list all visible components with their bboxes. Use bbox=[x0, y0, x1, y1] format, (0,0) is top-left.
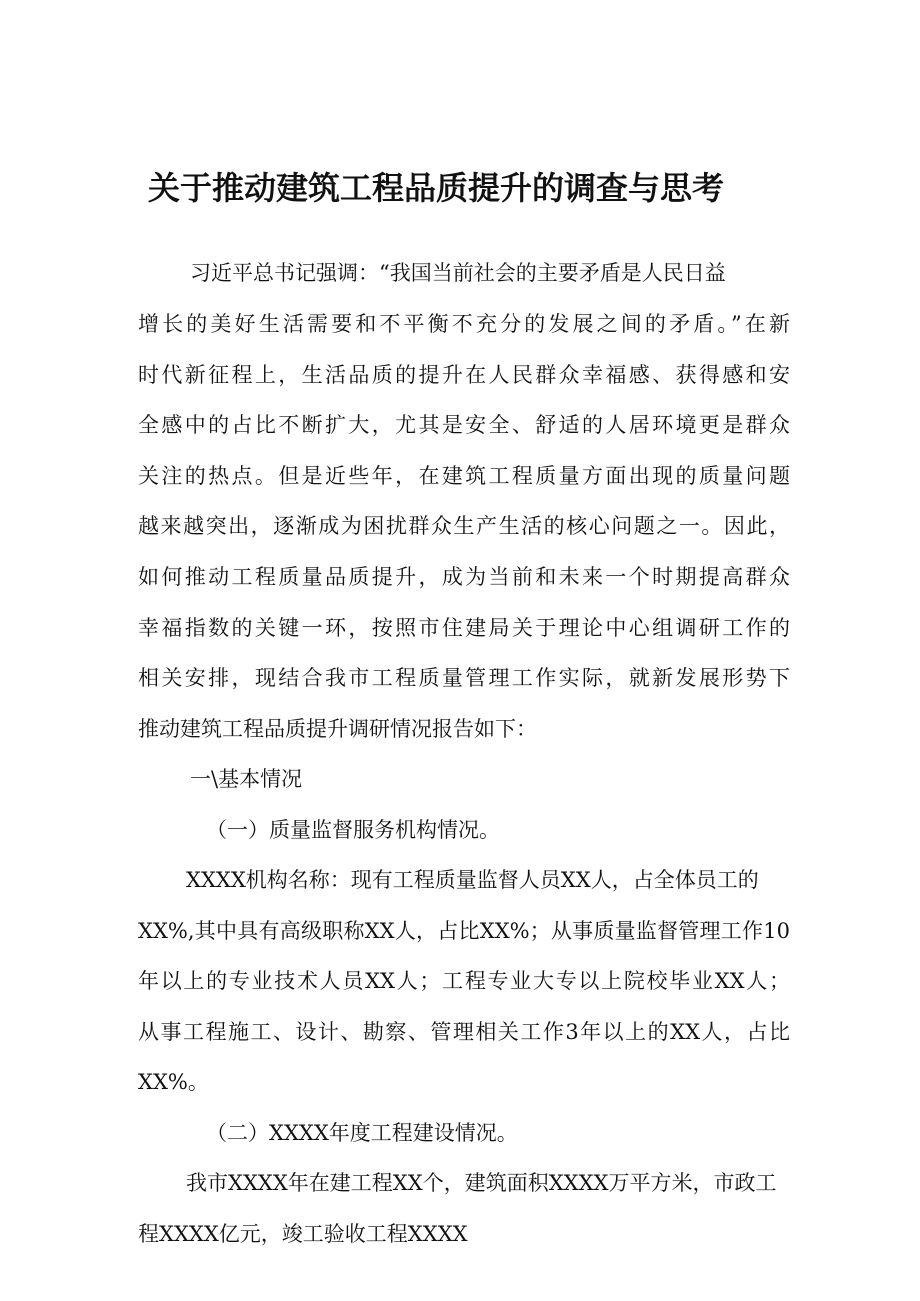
intro-line-6: 越来越突出，逐渐成为困扰群众生产生活的核心问题之一。因此， bbox=[138, 514, 790, 538]
subsection-1-line-2: XX%,其中具有高级职称XX人，占比XX%；从事质量监督管理工作10 bbox=[138, 919, 790, 943]
subsection-2-line-1: 我市XXXX年在建工程XX个，建筑面积XXXX万平方米，市政工 bbox=[186, 1171, 777, 1195]
subsection-1-line-5: XX%。 bbox=[138, 1070, 209, 1094]
subsection-heading-1: （一）质量监督服务机构情况。 bbox=[206, 818, 500, 842]
subsection-heading-2: （二）XXXX年度工程建设情况。 bbox=[206, 1121, 518, 1145]
intro-line-10: 推动建筑工程品质提升调研情况报告如下： bbox=[138, 717, 537, 741]
intro-line-7: 如何推动工程质量品质提升，成为当前和未来一个时期提高群众 bbox=[138, 565, 790, 589]
subsection-1-line-1: XXXX机构名称：现有工程质量监督人员XX人，占全体员工的 bbox=[186, 868, 759, 892]
document-title: 关于推动建筑工程品质提升的调查与思考 bbox=[148, 169, 725, 207]
intro-line-5: 关注的热点。但是近些年，在建筑工程质量方面出现的质量问题 bbox=[138, 464, 790, 488]
subsection-2-line-2: 程XXXX亿元，竣工验收工程XXXX bbox=[138, 1222, 468, 1246]
intro-line-1: 习近平总书记强调：“我国当前社会的主要矛盾是人民日益 bbox=[190, 261, 726, 285]
intro-line-4: 全感中的占比不断扩大，尤其是安全、舒适的人居环境更是群众 bbox=[138, 413, 790, 437]
subsection-1-line-3: 年以上的专业技术人员XX人；工程专业大专以上院校毕业XX人； bbox=[138, 969, 790, 993]
intro-line-9: 相关安排，现结合我市工程质量管理工作实际，就新发展形势下 bbox=[138, 666, 790, 690]
intro-line-2: 增长的美好生活需要和不平衡不充分的发展之间的矛盾。”在新 bbox=[138, 312, 790, 336]
intro-line-8: 幸福指数的关键一环，按照市住建局关于理论中心组调研工作的 bbox=[138, 616, 790, 640]
intro-line-3: 时代新征程上，生活品质的提升在人民群众幸福感、获得感和安 bbox=[138, 363, 790, 387]
subsection-1-line-4: 从事工程施工、设计、勘察、管理相关工作3年以上的XX人，占比 bbox=[138, 1020, 790, 1044]
section-heading-basic: 一\基本情况 bbox=[190, 767, 303, 791]
